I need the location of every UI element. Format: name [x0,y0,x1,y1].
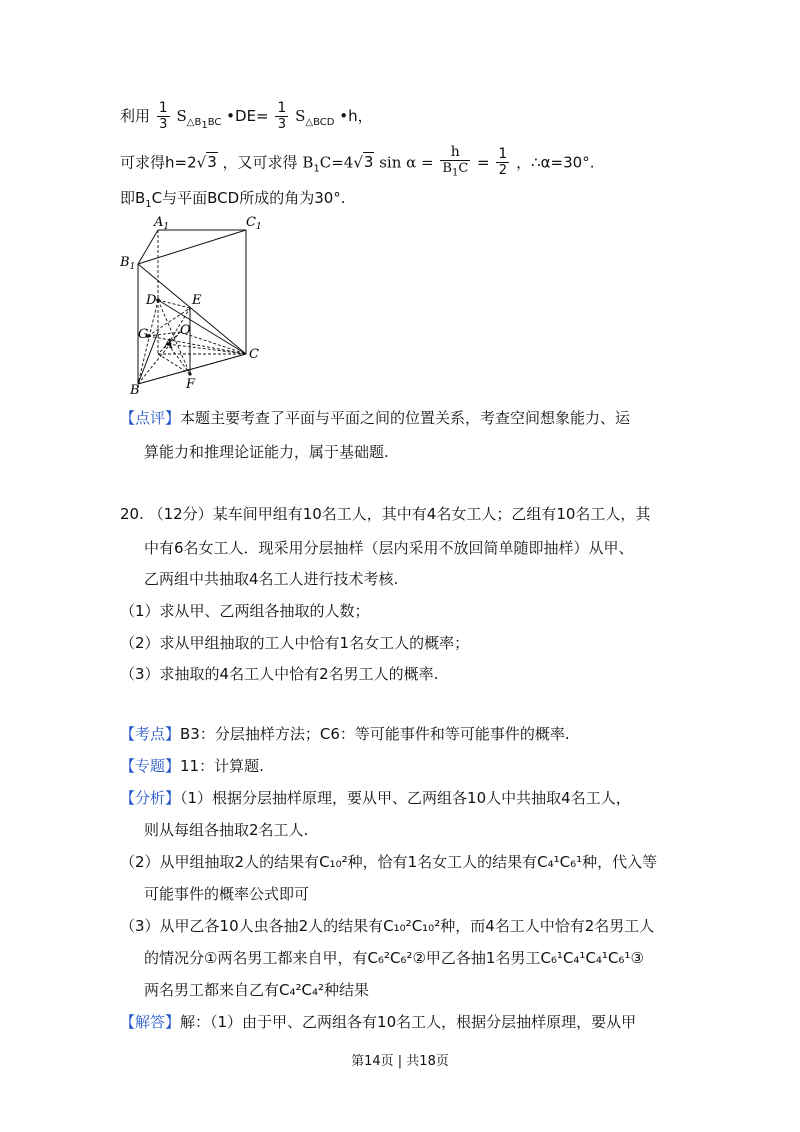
label-b1-idx: 1 [129,262,136,272]
frac-b1c-b: B [442,161,452,176]
fenxi-text-5: （3）从甲乙各10人虫各抽2人的结果有C₁₀²C₁₀²种，而4名工人中恰有2名男工人 [120,917,655,935]
label-a: A [164,337,174,352]
sqrt-three-2: 3 [363,153,374,172]
review-line-2 [144,441,389,463]
area-symbol: S [176,107,187,125]
tri-sub-1-end: BC [207,117,222,128]
text-h: •h， [339,107,373,125]
label-f: F [186,377,196,392]
c-eq-4: C=4 [319,153,354,172]
fraction-h-b1c [440,144,470,182]
conclusion-a: 即B [120,189,146,207]
prism-figure [118,214,278,394]
b-idx: 1 [313,163,320,175]
conclusion-line [120,187,346,216]
problem-text-3: 乙两组中共抽取4名工人进行技术考核. [144,570,399,588]
tri-sub-2: △BCD [305,117,335,128]
zhuanti-label: 【专题】 [120,757,181,775]
equals: = [477,153,490,172]
label-e: E [192,293,202,308]
label-g: G [138,327,149,342]
problem-line-1 [120,503,650,525]
label-b1-letter: B [120,255,130,270]
tri-sub-1-a: △B [186,117,202,128]
conclusion-b: C与平面BCD所成的角为30°. [151,189,346,207]
fenxi-line-6 [144,947,644,969]
fenxi-label: 【分析】 [120,789,181,807]
label-c1 [246,215,262,232]
kaodian-line [120,723,570,745]
half-num: 1 [498,146,508,163]
text-de: •DE= [226,107,269,125]
kaodian-label: 【考点】 [120,725,181,743]
kaodian-text: B3：分层抽样方法；C6：等可能事件和等可能事件的概率. [180,725,570,743]
fenxi-line-5 [120,915,654,937]
frac-den: 3 [159,117,168,132]
fenxi-text-1: （1）根据分层抽样原理，要从甲、乙两组各10人中共抽取4名工人， [180,789,631,807]
question-1-text: （1）求从甲、乙两组各抽取的人数； [120,602,370,620]
formula-line-1 [120,100,373,137]
label-d: D [146,293,157,308]
fenxi-text-4: 可能事件的概率公式即可 [144,885,310,903]
sin-alpha: sin α = [379,153,434,172]
label-c: C [249,347,259,362]
jieda-line [120,1011,636,1033]
fraction-one-third-2 [275,100,288,133]
fenxi-line-3 [120,851,657,873]
question-3-text: （3）求抽取的4名工人中恰有2名男工人的概率. [120,665,439,683]
half-den: 2 [498,163,507,179]
sqrt-three: 3 [207,153,217,172]
frac-num-2: 1 [277,100,287,116]
frac-h: h [440,144,470,161]
question-1 [120,600,370,622]
fenxi-text-7: 两名男工都来自乙有C₄²C₄²种结果 [144,981,370,999]
label-a1 [153,215,169,232]
review-label: 【点评】 [120,409,181,427]
label-b: B [130,383,140,394]
question-3 [120,663,438,685]
therefore-alpha: ，∴α=30°. [516,153,595,172]
area-symbol-2: S [295,107,306,125]
review-text-1: 本题主要考查了平面与平面之间的位置关系，考查空间想象能力、运 [180,409,631,427]
formula-line-2: 可求得h=2√3 ，又可求得 $B_1C=4√3$ sin α = $\frac{h}{B_1C}$ = $\frac{1}{2}$ ，∴α=30°. [120,144,594,182]
tri-sub-1-idx: 1 [201,120,208,131]
frac-b1c [440,161,470,182]
fenxi-line-2 [144,819,308,841]
problem-line-2 [144,537,634,559]
frac-num: 1 [158,100,168,116]
label-a1-letter: A [154,215,164,230]
fenxi-line-1 [120,787,631,809]
tri-sub-1 [186,117,222,131]
problem-text-2: 中有6名女工人．现采用分层抽样（层内采用不放回简单随即抽样）从甲、 [144,539,634,557]
label-b1 [119,255,135,272]
label-o: O [180,323,191,338]
fenxi-text-3: （2）从甲组抽取2人的结果有C₁₀²种，恰有1名女工人的结果有C₄¹C₆¹种，代入等 [120,853,658,871]
fraction-half [496,146,509,179]
page-footer: 第14页 | 共18页 [351,1054,449,1069]
jieda-label: 【解答】 [120,1013,181,1031]
text-you-ke: ，又可求得 [222,153,298,172]
label-c1-letter: C [246,215,256,230]
fraction-one-third [157,100,170,133]
zhuanti-line [120,755,264,777]
question-2-text: （2）求从甲组抽取的工人中恰有1名女工人的概率； [120,634,470,652]
problem-text-1: 20. （12分）某车间甲组有10名工人，其中有4名女工人；乙组有10名工人，其 [120,505,651,523]
coef-two: 2 [187,153,197,172]
b-letter: B [302,153,314,172]
conclusion-idx: 1 [145,199,152,210]
fenxi-line-4 [144,883,309,905]
text-li-yong: 利用 [120,107,151,125]
zhuanti-text: 11：计算题. [180,757,264,775]
question-2 [120,632,469,654]
label-c1-idx: 1 [255,222,262,232]
frac-den-2: 3 [277,117,286,132]
fenxi-line-7 [144,979,369,1001]
review-text-2: 算能力和推理论证能力，属于基础题. [144,443,389,461]
fenxi-text-2: 则从每组各抽取2名工人. [144,821,309,839]
label-a1-idx: 1 [163,222,170,232]
frac-b1c-idx: 1 [451,167,459,179]
text-ke-qiu-de: 可求得h= [120,153,188,172]
fenxi-text-6: 的情况分①两名男工都来自甲，有C₆²C₆²②甲乙各抽1名男工C₆¹C₄¹C₄¹C₆¹③ [144,949,644,967]
problem-line-3 [144,568,398,590]
jieda-text: 解：（1）由于甲、乙两组各有10名工人，根据分层抽样原理，要从甲 [180,1013,637,1031]
frac-b1c-c: C [458,161,469,176]
review-line-1 [120,407,630,429]
